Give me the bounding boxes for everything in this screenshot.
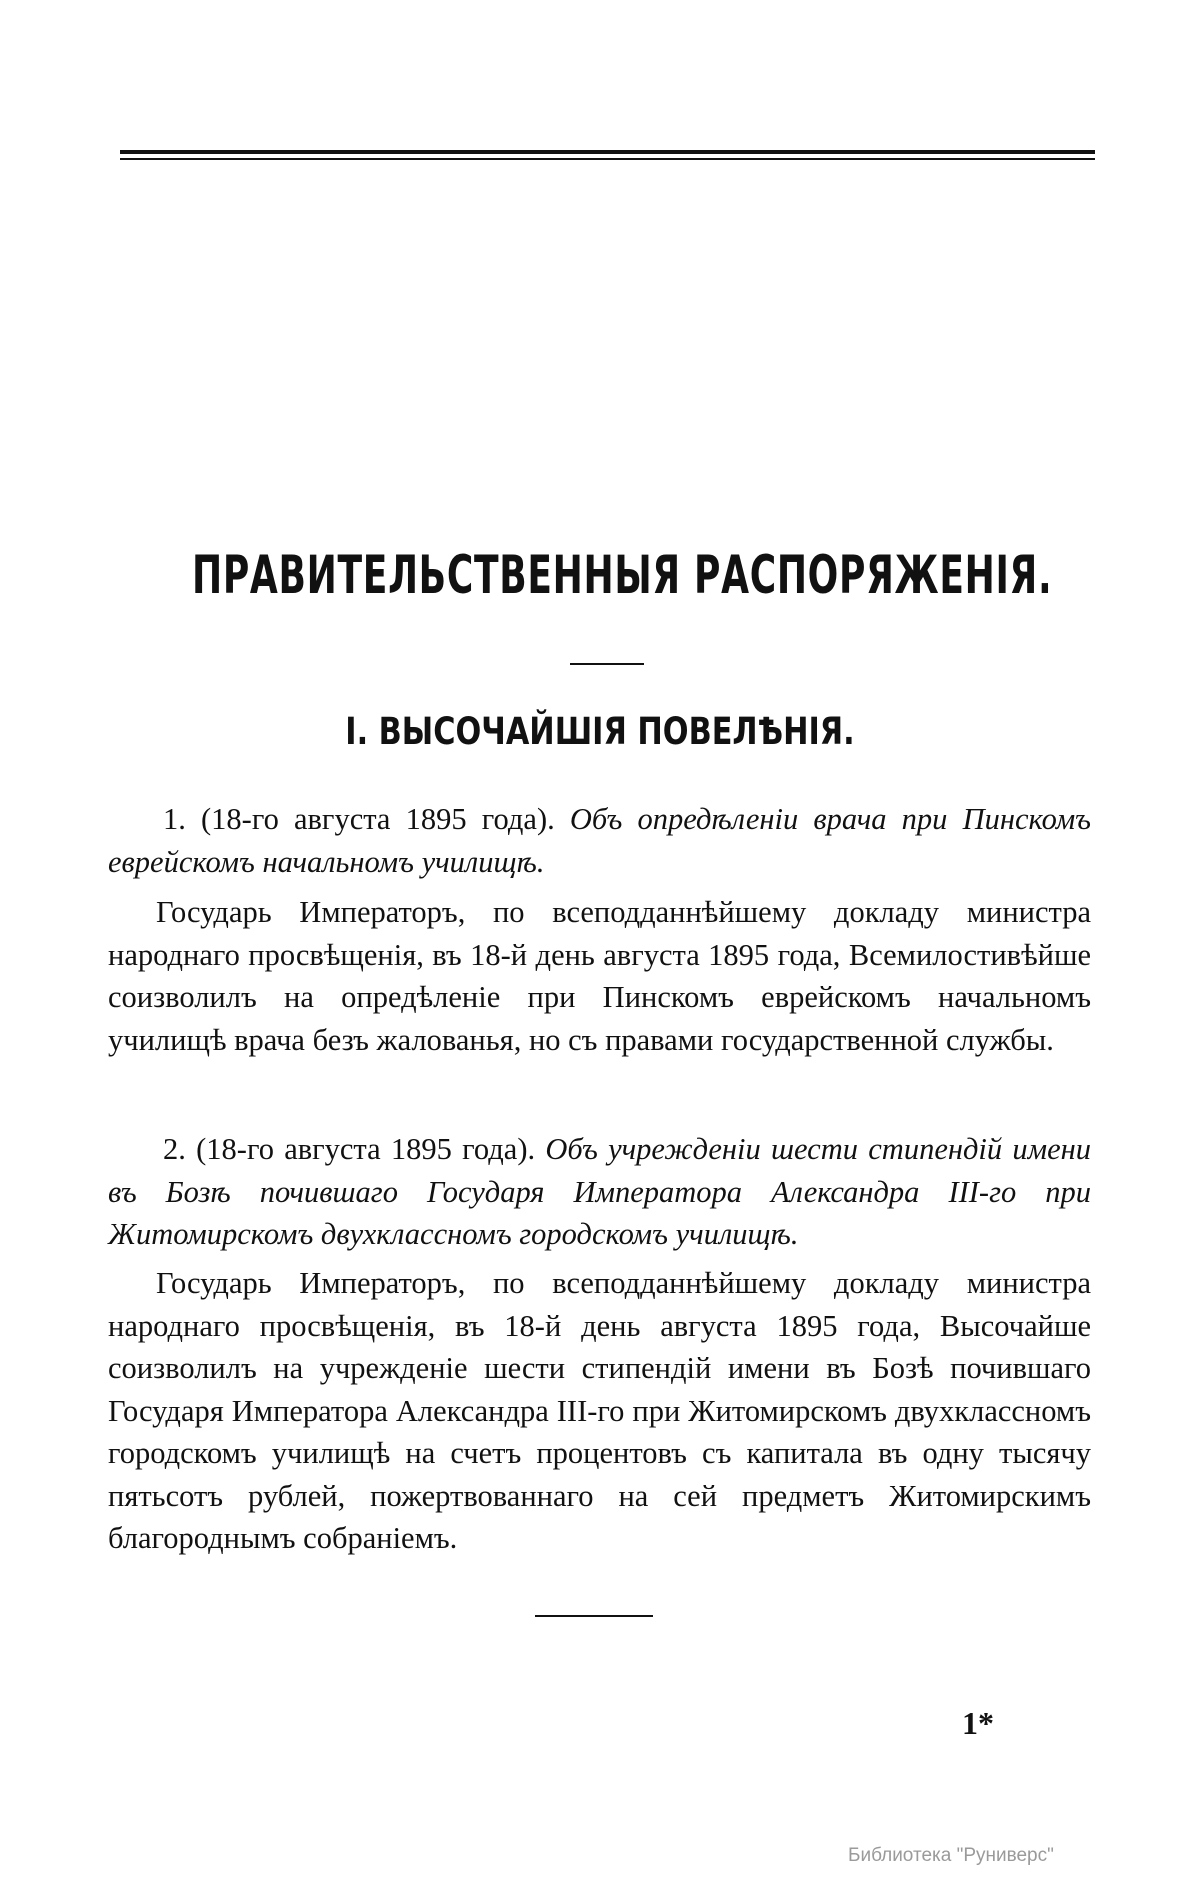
end-divider <box>535 1615 653 1617</box>
item-2-heading <box>108 1128 1091 1256</box>
item-2-body: Государь Императоръ, по всеподданнѣйшему докладу министра народнаго просвѣщенія, въ 18-й день августа 1895 года, Высочайше соизволилъ на учрежденіе шести стипендій имени въ Бозѣ почившаго Государя Императора Александра III-го при Житомирскомъ двухклассномъ городскомъ училищѣ на счетъ процентовъ съ капитала въ одну тысячу пятьсотъ рублей, пожертвованнаго на сей предметъ Житомирскимъ благороднымъ собраніемъ. <box>108 1266 1091 1555</box>
top-rule-thin <box>120 158 1095 160</box>
item-2-date: 2. (18-го августа 1895 года). <box>163 1132 536 1166</box>
item-1-body: Государь Императоръ, по всеподданнѣйшему докладу министра народнаго просвѣщенія, въ 18-й день августа 1895 года, Всемилостивѣйше соизволилъ на опредѣленіе при Пинскомъ еврейскомъ начальномъ училищѣ врача безъ жалованья, но съ правами государственной службы. <box>108 895 1091 1057</box>
title-divider <box>570 663 644 665</box>
item-1-date: 1. (18-го августа 1895 года). <box>163 802 555 836</box>
page-number: 1* <box>962 1705 994 1741</box>
library-watermark: Библиотека "Руниверс" <box>848 1845 1054 1866</box>
section-heading: I. ВЫСОЧАЙШІЯ ПОВЕЛѢНІЯ. <box>345 710 855 753</box>
page-title: ПРАВИТЕЛЬСТВЕННЫЯ РАСПОРЯЖЕНІЯ. <box>192 545 1053 606</box>
item-1-heading <box>108 798 1091 883</box>
top-double-rule <box>120 150 1095 164</box>
top-rule-thick <box>120 150 1095 154</box>
item-1-title: Объ опредѣленіи врача при Пинскомъ еврейскомъ начальномъ училищѣ. <box>108 802 1092 879</box>
item-2-title: Объ учрежденіи шести стипендій имени въ Бозѣ почившаго Государя Императора Александра III-го при Житомирскомъ двухклассномъ городскомъ училищѣ. <box>108 1132 1092 1251</box>
